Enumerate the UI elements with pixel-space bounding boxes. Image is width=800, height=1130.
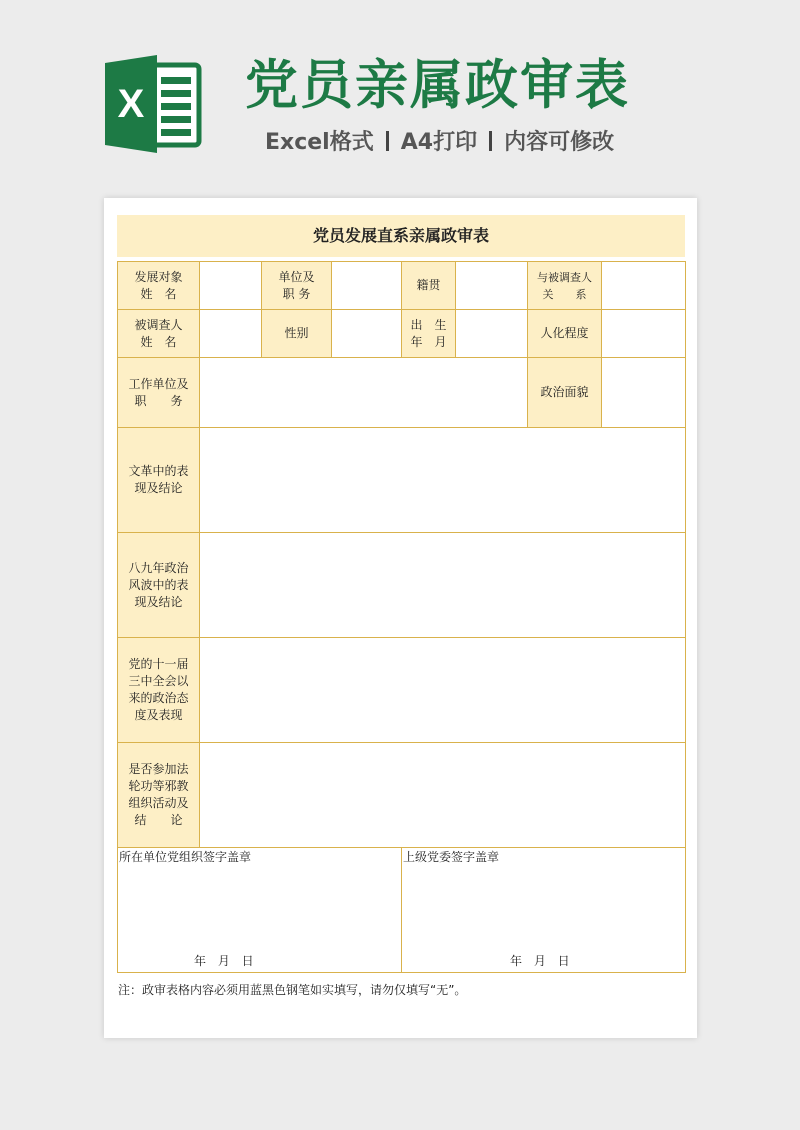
- field-cult-participation[interactable]: [200, 743, 686, 848]
- page-subtitle: [265, 128, 614, 158]
- label-investigated-name: 被调查人 姓 名: [118, 310, 200, 358]
- label-work-unit: 工作单位及 职 务: [118, 358, 200, 428]
- table-row: [118, 848, 686, 973]
- label-employer-position: 单位及 职 务: [262, 262, 332, 310]
- label-cultural-revolution: 文革中的表 现及结论: [118, 428, 200, 533]
- field-native-place[interactable]: [456, 262, 528, 310]
- label-native-place: 籍贯: [402, 262, 456, 310]
- page-header: [0, 0, 800, 190]
- form-title: 党员发展直系亲属政审表: [117, 215, 685, 257]
- table-row: [118, 358, 686, 428]
- subtitle-separator: [489, 131, 492, 151]
- form-sheet: [104, 198, 697, 1038]
- form-table: [117, 261, 686, 973]
- excel-icon: [103, 55, 203, 153]
- field-employer-position[interactable]: [332, 262, 402, 310]
- field-education[interactable]: [602, 310, 686, 358]
- field-1989-event[interactable]: [200, 533, 686, 638]
- label-1989-event: 八九年政治 风波中的表 现及结论: [118, 533, 200, 638]
- table-row: [118, 310, 686, 358]
- field-applicant-name[interactable]: [200, 262, 262, 310]
- label-gender: 性别: [262, 310, 332, 358]
- field-cultural-revolution[interactable]: [200, 428, 686, 533]
- field-political-attitude[interactable]: [200, 638, 686, 743]
- field-birth-date[interactable]: [456, 310, 528, 358]
- field-investigated-name[interactable]: [200, 310, 262, 358]
- excel-logo-letter: X: [117, 82, 145, 126]
- signature-left-cell[interactable]: [118, 848, 402, 973]
- label-birth-date: 出 生 年 月: [402, 310, 456, 358]
- page-title: 党员亲属政审表: [245, 55, 630, 116]
- table-row: [118, 533, 686, 638]
- label-political-attitude: 党的十一届 三中全会以 来的政治态 度及表现: [118, 638, 200, 743]
- subtitle-print: A4打印: [400, 130, 478, 155]
- field-political-status[interactable]: [602, 358, 686, 428]
- field-gender[interactable]: [332, 310, 402, 358]
- table-row: [118, 743, 686, 848]
- signature-right-label: 上级党委签字盖章: [403, 850, 500, 864]
- label-political-status: 政治面貌: [528, 358, 602, 428]
- table-row: [118, 638, 686, 743]
- subtitle-format: Excel格式: [265, 130, 374, 155]
- field-work-unit[interactable]: [200, 358, 528, 428]
- field-relationship[interactable]: [602, 262, 686, 310]
- table-row: [118, 262, 686, 310]
- subtitle-separator: [386, 131, 389, 151]
- label-cult-participation: 是否参加法 轮功等邪教 组织活动及 结 论: [118, 743, 200, 848]
- subtitle-editable: 内容可修改: [504, 130, 615, 155]
- signature-right-cell[interactable]: [402, 848, 686, 973]
- signature-left-label: 所在单位党组织签字盖章: [119, 850, 252, 864]
- label-relationship: 与被调查人 关 系: [528, 262, 602, 310]
- signature-left-date: 年 月 日: [194, 954, 258, 968]
- table-row: [118, 428, 686, 533]
- label-applicant-name: 发展对象 姓 名: [118, 262, 200, 310]
- label-education: 人化程度: [528, 310, 602, 358]
- signature-right-date: 年 月 日: [510, 954, 574, 968]
- form-note: 注：政审表格内容必须用蓝黑色钢笔如实填写，请勿仅填写“无”。: [118, 983, 467, 997]
